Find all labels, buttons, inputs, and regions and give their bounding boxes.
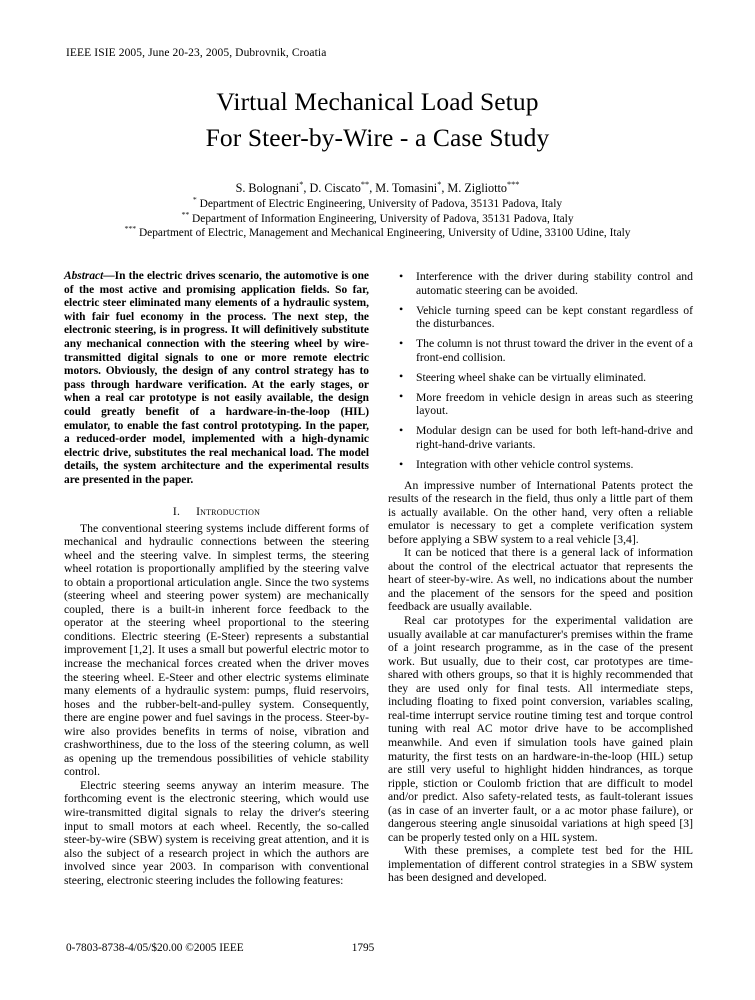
section-numeral: I. bbox=[172, 504, 181, 518]
list-item: • Modular design can be used for both left-hand-drive and right-hand-drive variants. bbox=[388, 424, 693, 451]
intro-paragraph-1: The conventional steering systems include different forms of mechanical and hydraulic connections between the steering wheel and the steering valve. In simplest terms, the steering wheel rotation is proportionally amplified by the steering valve to obtain a proportional articulation angle. Since the two systems (steering wheel and steering power system) are mechanically coupled, there is a built-in inherent force feedback to the operator at the steering wheel proportional to the steering conditions. Electric steering (E-Steer) represents a substantial improvement [1,2]. It uses a small but powerful electric motor to increase the mechanical forces created when the driver moves the steering wheel. E-Steer and other electric systems eliminate many elements of a hydraulic system: pumps, fluid reservoirs, hoses and the rubber-belt-and-pulley system. Consequently, there are engine power and fuel savings in the process. Steer-by-wire also provides benefits in terms of noise, vibration and crashworthiness, due to the loss of the steering column, as well as opening up the tremendous possibilities of vehicle stability control. bbox=[64, 521, 369, 779]
list-item: • More freedom in vehicle design in areas such as steering layout. bbox=[388, 391, 693, 418]
affiliation-2-mark: ** bbox=[181, 209, 190, 219]
feature-list bbox=[388, 270, 693, 472]
affiliation-1 bbox=[46, 197, 709, 212]
authors-block bbox=[46, 180, 709, 241]
copyright-notice: 0-7803-8738-4/05/$20.00 ©2005 IEEE bbox=[66, 942, 244, 954]
list-item: • Interference with the driver during stability control and automatic steering can be avoided. bbox=[388, 270, 693, 297]
affiliation-3 bbox=[46, 226, 709, 241]
author-2: D. Ciscato**, bbox=[309, 179, 376, 195]
author-2-mark: ** bbox=[360, 179, 370, 189]
intro-paragraph-4: It can be noticed that there is a general lack of information about the control of the electrical actuator that represents the heart of steer-by-wire. As well, no indications about the number and the placement of the sensors for the speed and position feedback are usually available. bbox=[388, 546, 693, 614]
author-4: M. Zigliotto*** bbox=[447, 179, 520, 195]
title-line-2: For Steer-by-Wire - a Case Study bbox=[205, 123, 550, 152]
abstract-text: In the electric drives scenario, the automotive is one of the most active and promising application fields. So far, electric steer eliminated many elements of a hydraulic system, with fair fuel economy in the process. The next step, the electronic steering, is in progress. It will definitively substitute any mechanical connection with the steering wheel by wire-transmitted digital signals to one or more remote electric motors. Obviously, the design of any control strategy has to pass through hardware verification. At the early stages, or when a real car prototype is not easily available, the design could greatly benefit of a hardware-in-the-loop (HIL) emulator, to enable the fast control prototyping. In the paper, a reduced-order model, implemented with a high-dynamic electric drive, substitutes the real mechanical load. The model details, the system architecture and the experimental results are presented in the paper. bbox=[64, 270, 369, 486]
author-1: S. Bolognani*, bbox=[235, 179, 310, 195]
page-footer bbox=[66, 941, 689, 955]
affiliation-2 bbox=[46, 209, 709, 227]
page-number: 1795 bbox=[351, 942, 375, 954]
abstract bbox=[64, 270, 369, 488]
intro-paragraph-2: Electric steering seems anyway an interim measure. The forthcoming event is the electronic steering, which would use wire-transmitted digital signals to relay the driver's steering input to small motors at each wheel. Recently, the so-called steer-by-wire (SBW) system is receiving great attention, and it is also the subject of a research project in which the authors are involved since year 2003. In comparison with conventional steering, electronic steering includes the following features: bbox=[64, 778, 369, 887]
author-3-mark: * bbox=[437, 179, 442, 189]
section-heading-introduction bbox=[64, 505, 369, 519]
intro-paragraph-6: With these premises, a complete test bed for the HIL implementation of different control strategies in a SBW system has been designed and developed. bbox=[388, 844, 693, 885]
section-title: Introduction bbox=[196, 504, 261, 518]
list-item: • The column is not thrust toward the driver in the event of a front-end collision. bbox=[388, 337, 693, 364]
author-4-mark: *** bbox=[507, 179, 520, 189]
affiliation-1-mark: * bbox=[192, 195, 197, 205]
list-item: • Vehicle turning speed can be kept constant regardless of the disturbances. bbox=[388, 304, 693, 331]
intro-paragraph-3: An impressive number of International Patents protect the results of the research in the field, thus only a little part of them is actually available. On the other hand, very often a reliable emulator is necessary to get a complete verification system before applying a SBW system to a real vehicle [3,4]. bbox=[388, 478, 693, 546]
affiliation-2-text: Department of Information Engineering, University of Padova, 35131 Padova, Italy bbox=[189, 212, 574, 225]
page-title bbox=[66, 84, 689, 156]
running-head: IEEE ISIE 2005, June 20-23, 2005, Dubrovnik, Croatia bbox=[66, 47, 327, 59]
abstract-label: Abstract bbox=[64, 270, 104, 282]
column-left bbox=[64, 270, 369, 887]
author-3: M. Tomasini*, bbox=[375, 179, 448, 195]
abstract-dash: — bbox=[103, 270, 115, 282]
column-right bbox=[388, 270, 693, 885]
intro-paragraph-5: Real car prototypes for the experimental validation are usually available at car manufacturer's premises within the frame of a joint research programme, as in the case of the present work. But usually, due to their cost, car prototypes are time-shared with others groups, so that it is highly recommended that they are used only for final tests. All intermediate steps, including floating to fixed point conversion, variables scaling, real-time interrupt service routine timing test and torque control tuning with real AC motor drive have to be accomplished meanwhile. And even if simulation tools have gained plain maturity, the first tests on an hardware-in-the-loop (HIL) setup are still very useful to highlight hidden hindrances, as torque ripple, stiction or Coulomb friction that are difficult to model and/or predict. Also safety-related tests, as fault-tolerant issues (as in case of an inverter fault, or a ac motor phase failure), or dangerous steering angle sinusoidal variations at high speed [3] can be properly tested only on a HIL system. bbox=[388, 614, 693, 844]
affiliation-3-text: Department of Electric, Management and Mechanical Engineering, University of Udine, 33100 Udine, Italy bbox=[136, 227, 631, 240]
author-list bbox=[46, 180, 709, 197]
title-line-1: Virtual Mechanical Load Setup bbox=[216, 87, 539, 116]
affiliation-1-text: Department of Electric Engineering, University of Padova, 35131 Padova, Italy bbox=[196, 198, 563, 210]
affiliation-3-mark: *** bbox=[124, 224, 137, 234]
list-item: • Integration with other vehicle control systems. bbox=[388, 458, 693, 472]
author-1-mark: * bbox=[299, 179, 304, 189]
list-item: • Steering wheel shake can be virtually eliminated. bbox=[388, 371, 693, 385]
